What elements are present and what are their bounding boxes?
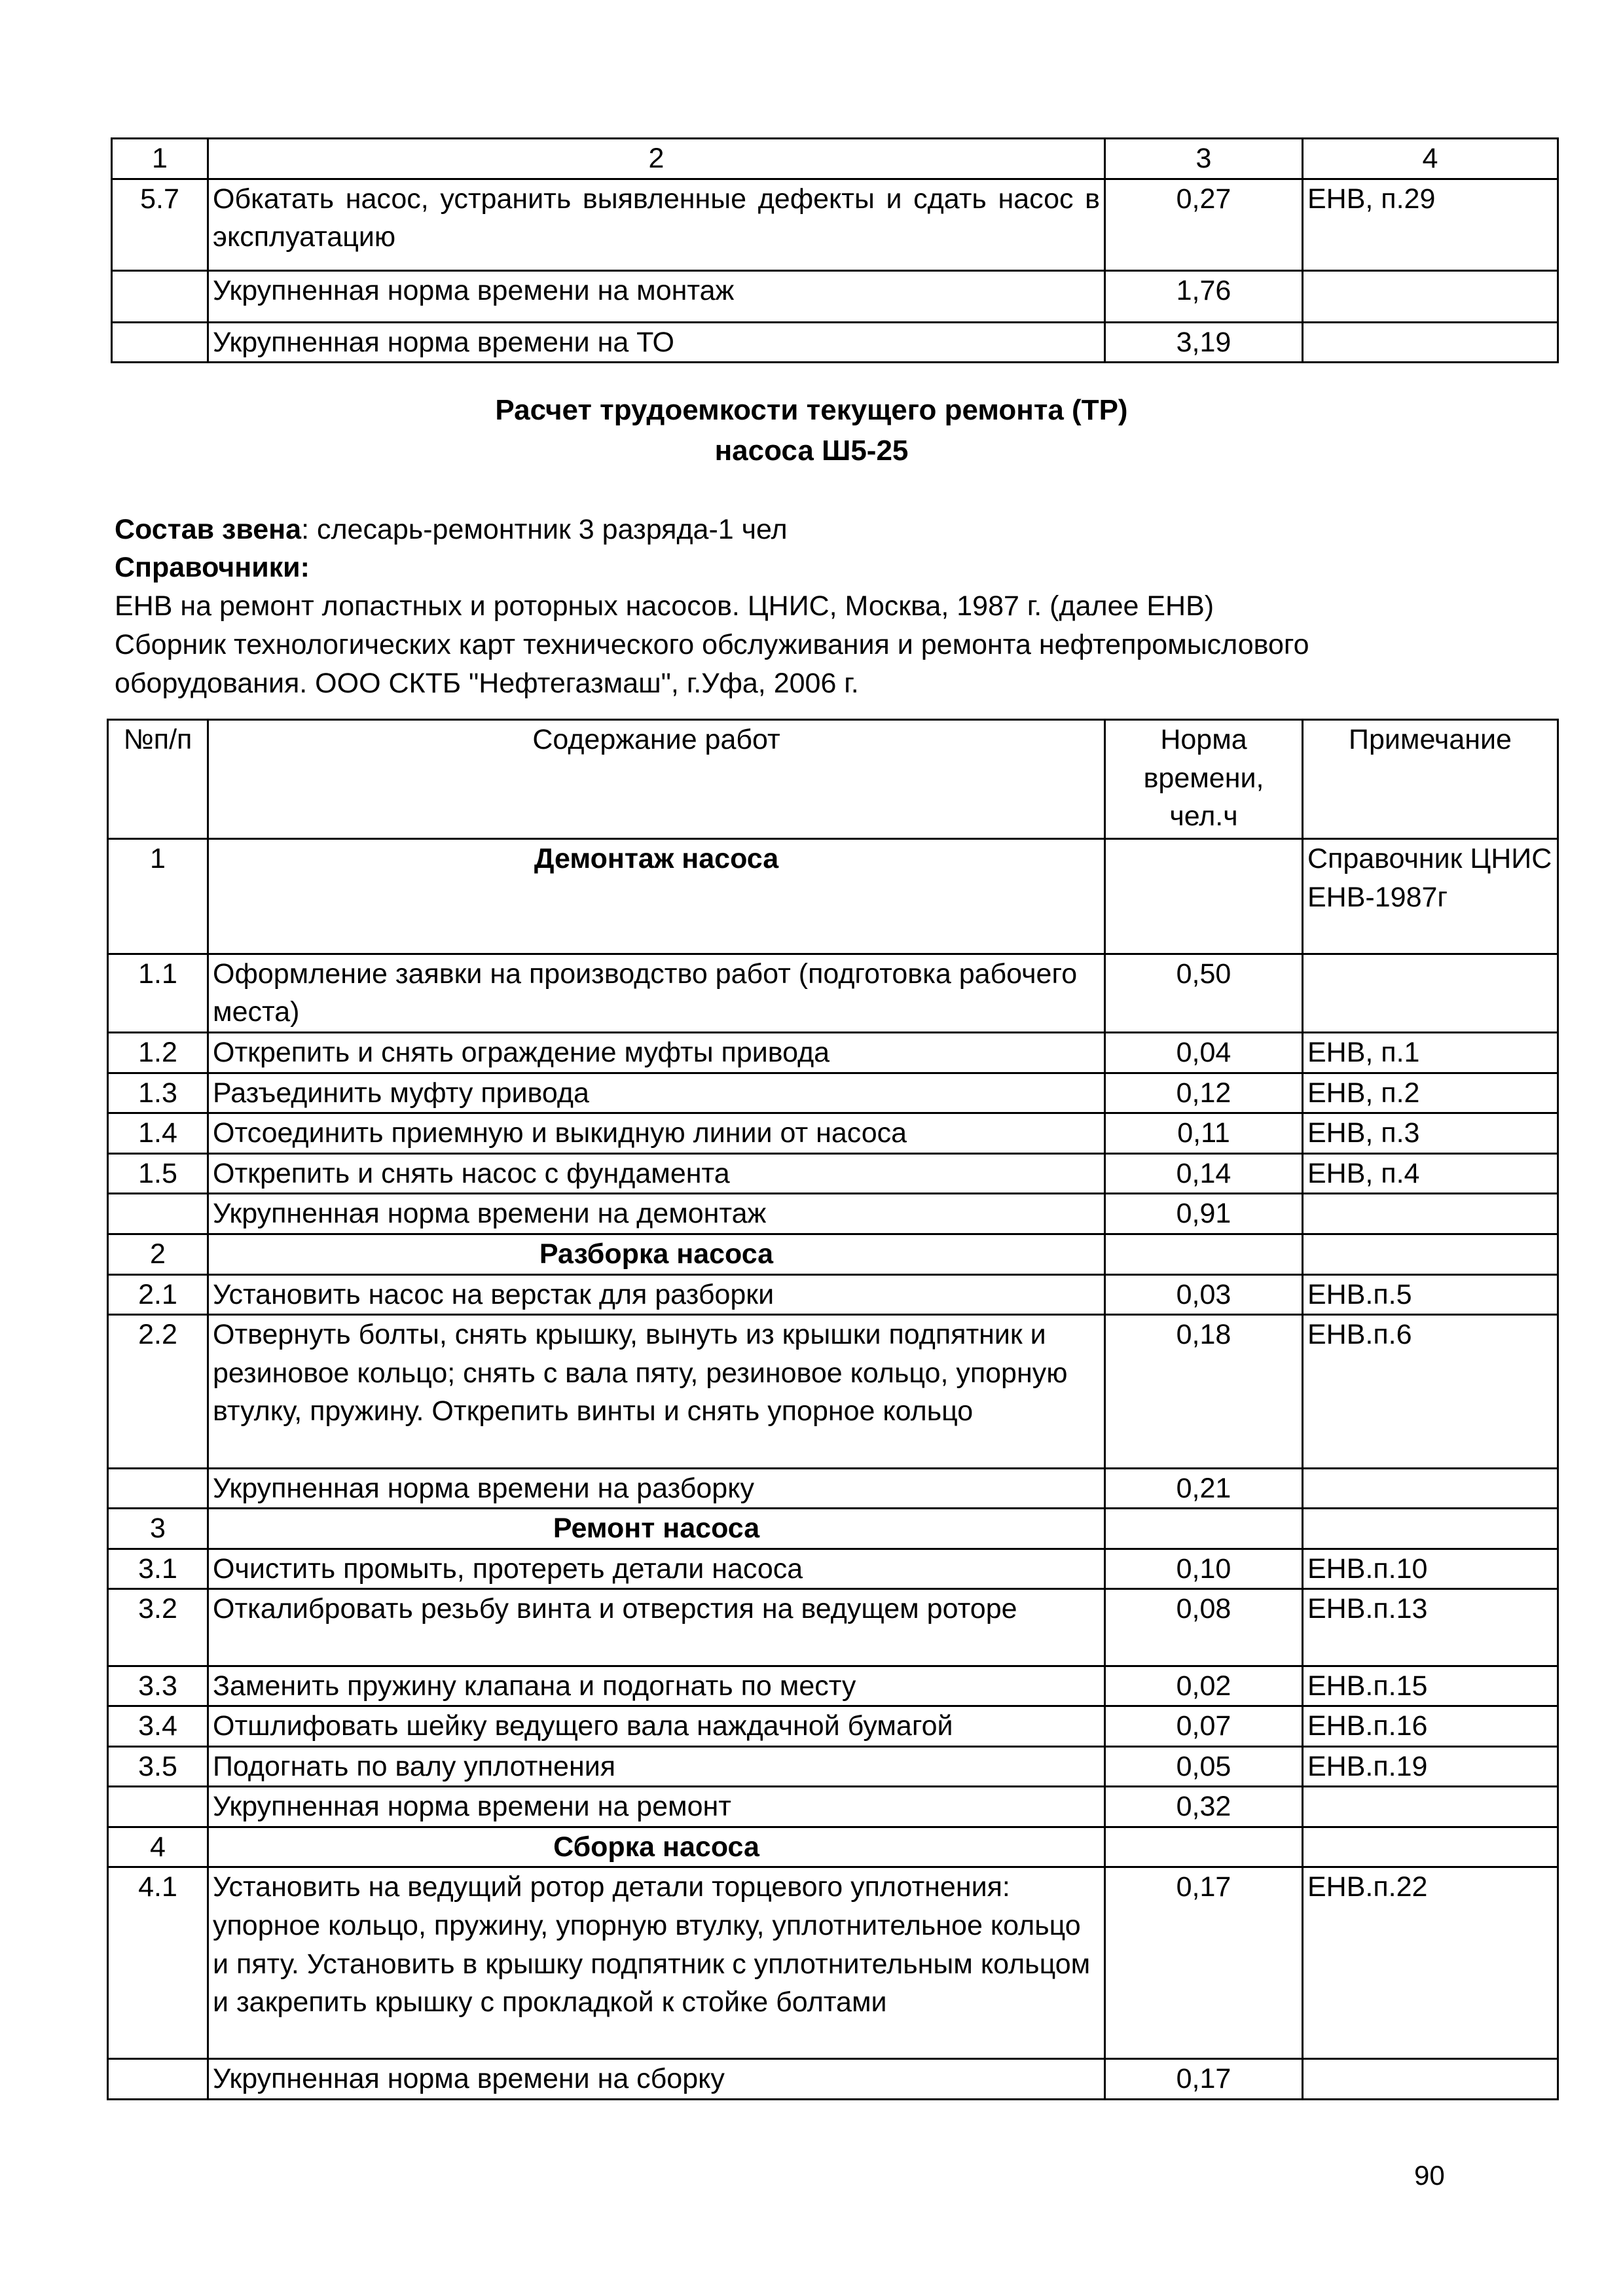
- row-number: 2: [108, 1234, 208, 1274]
- table-row: [108, 1468, 1558, 1509]
- row-note: ЕНВ, п.1: [1303, 1032, 1558, 1073]
- row-number: 1.5: [108, 1153, 208, 1194]
- row-number: [108, 1468, 208, 1509]
- row-number: 1.3: [108, 1073, 208, 1113]
- row-note: ЕНВ.п.13: [1303, 1589, 1558, 1666]
- table-row: [108, 1549, 1558, 1589]
- section-subtitle: насоса Ш5-25: [714, 435, 909, 467]
- row-norm: 0,12: [1105, 1073, 1303, 1113]
- row-number: 3.2: [108, 1589, 208, 1666]
- table-row: [112, 322, 1558, 363]
- row-text: Отвернуть болты, снять крышку, вынуть из крышки подпятник и резиновое кольцо; снять с вала пяту, резиновое кольцо, упорную втулку, пружину. Открепить винты и снять упорное кольцо: [208, 1315, 1105, 1468]
- row-number: 3.4: [108, 1706, 208, 1747]
- row-norm: 0,32: [1105, 1787, 1303, 1827]
- section-row: [108, 1827, 1558, 1867]
- crew-value: : слесарь-ремонтник 3 разряда-1 чел: [301, 514, 788, 545]
- row-note: [1303, 1468, 1558, 1509]
- row-number: [112, 322, 208, 363]
- row-number: 2.2: [108, 1315, 208, 1468]
- row-note: ЕНВ.п.10: [1303, 1549, 1558, 1589]
- row-note: ЕНВ.п.19: [1303, 1746, 1558, 1787]
- table-row: [108, 1746, 1558, 1787]
- row-number: 3.5: [108, 1746, 208, 1787]
- table-row: [108, 1706, 1558, 1747]
- section-title: Демонтаж насоса: [208, 839, 1105, 954]
- row-norm: 0,21: [1105, 1468, 1303, 1509]
- row-note: [1303, 1827, 1558, 1867]
- row-note: ЕНВ.п.16: [1303, 1706, 1558, 1747]
- row-text: Укрупненная норма времени на сборку: [208, 2059, 1105, 2100]
- row-norm: 0,10: [1105, 1549, 1303, 1589]
- reference-2: Сборник технологических карт технического обслуживания и ремонта нефтепромыслового оборудования. ООО СКТБ "Нефтегазмаш", г.Уфа, 2006 г.: [115, 629, 1309, 699]
- section-row: [108, 1234, 1558, 1274]
- row-number: 1: [108, 839, 208, 954]
- row-norm: 0,27: [1105, 179, 1303, 270]
- row-text: Установить насос на верстак для разборки: [208, 1274, 1105, 1315]
- table-row: [112, 270, 1558, 322]
- row-note: ЕНВ, п.3: [1303, 1113, 1558, 1154]
- column-number-row: [112, 139, 1558, 179]
- row-norm: 0,17: [1105, 1867, 1303, 2059]
- crew-line: [115, 511, 1588, 549]
- row-text: Укрупненная норма времени на монтаж: [208, 270, 1105, 322]
- row-norm: 0,07: [1105, 1706, 1303, 1747]
- row-norm: 0,04: [1105, 1032, 1303, 1073]
- column-number: 1: [112, 139, 208, 179]
- column-number: 2: [208, 139, 1105, 179]
- row-number: 3: [108, 1509, 208, 1549]
- row-text: Установить на ведущий ротор детали торцевого уплотнения: упорное кольцо, пружину, упорную втулку, уплотнительное кольцо и пяту. Установить в крышку подпятник с уплотнительным кольцом и закрепить крышку с прокладкой к стойке болтами: [208, 1867, 1105, 2059]
- row-note: Справочник ЦНИС ЕНВ-1987г: [1303, 839, 1558, 954]
- row-text: Укрупненная норма времени на разборку: [208, 1468, 1105, 1509]
- row-note: [1303, 954, 1558, 1032]
- row-note: ЕНВ, п.2: [1303, 1073, 1558, 1113]
- row-number: 1.4: [108, 1113, 208, 1154]
- row-norm: 1,76: [1105, 270, 1303, 322]
- row-norm: 0,03: [1105, 1274, 1303, 1315]
- row-note: ЕНВ.п.22: [1303, 1867, 1558, 2059]
- column-number: 3: [1105, 139, 1303, 179]
- row-number: [108, 1194, 208, 1234]
- row-text: Оформление заявки на производство работ (подготовка рабочего места): [208, 954, 1105, 1032]
- section-row: [108, 839, 1558, 954]
- row-norm: 0,11: [1105, 1113, 1303, 1154]
- row-text: Открепить и снять ограждение муфты привода: [208, 1032, 1105, 1073]
- table-row: [108, 1153, 1558, 1194]
- row-norm: 0,50: [1105, 954, 1303, 1032]
- page-number: 90: [1414, 2160, 1445, 2191]
- row-text: Открепить и снять насос с фундамента: [208, 1153, 1105, 1194]
- row-text: Отшлифовать шейку ведущего вала наждачной бумагой: [208, 1706, 1105, 1747]
- table-row: [108, 1073, 1558, 1113]
- refs-label: Справочники:: [115, 552, 310, 583]
- row-norm: 0,08: [1105, 1589, 1303, 1666]
- row-note: [1303, 2059, 1558, 2100]
- crew-label: Состав звена: [115, 514, 302, 545]
- row-text: Укрупненная норма времени на демонтаж: [208, 1194, 1105, 1234]
- row-norm: [1105, 1827, 1303, 1867]
- row-number: 1.1: [108, 954, 208, 1032]
- table-row: [108, 1867, 1558, 2059]
- row-norm: [1105, 839, 1303, 954]
- table-row: [108, 1666, 1558, 1706]
- row-note: [1303, 1234, 1558, 1274]
- table-row: [108, 1194, 1558, 1234]
- row-text: Укрупненная норма времени на ремонт: [208, 1787, 1105, 1827]
- row-number: 4: [108, 1827, 208, 1867]
- row-note: ЕНВ.п.5: [1303, 1274, 1558, 1315]
- table-row: [108, 1787, 1558, 1827]
- header-note: Примечание: [1303, 720, 1558, 839]
- row-text: Очистить промыть, протереть детали насоса: [208, 1549, 1105, 1589]
- row-norm: 0,91: [1105, 1194, 1303, 1234]
- row-norm: 0,18: [1105, 1315, 1303, 1468]
- row-norm: 0,05: [1105, 1746, 1303, 1787]
- row-norm: 0,02: [1105, 1666, 1303, 1706]
- header-num: №п/п: [108, 720, 208, 839]
- table-row: [108, 1274, 1558, 1315]
- row-text: Подогнать по валу уплотнения: [208, 1746, 1105, 1787]
- row-number: [108, 2059, 208, 2100]
- row-number: 1.2: [108, 1032, 208, 1073]
- row-norm: [1105, 1234, 1303, 1274]
- row-note: [1303, 270, 1558, 322]
- row-norm: [1105, 1509, 1303, 1549]
- row-number: 4.1: [108, 1867, 208, 2059]
- section-title: Сборка насоса: [208, 1827, 1105, 1867]
- table-row: [108, 1315, 1558, 1468]
- header-text: Содержание работ: [208, 720, 1105, 839]
- row-norm: 0,14: [1105, 1153, 1303, 1194]
- row-norm: 3,19: [1105, 322, 1303, 363]
- table-row: [108, 1113, 1558, 1154]
- row-number: 3.3: [108, 1666, 208, 1706]
- labor-table: [107, 719, 1559, 2100]
- table-row: [108, 1589, 1558, 1666]
- section-title: Расчет трудоемкости текущего ремонта (ТР): [495, 394, 1128, 426]
- table-row: [112, 179, 1558, 270]
- row-number: [112, 270, 208, 322]
- table-header: [108, 720, 1558, 839]
- section-title: Ремонт насоса: [208, 1509, 1105, 1549]
- table-row: [108, 2059, 1558, 2100]
- row-note: [1303, 1509, 1558, 1549]
- row-text: Обкатать насос, устранить выявленные дефекты и сдать насос в эксплуатацию: [208, 179, 1105, 270]
- reference-1: ЕНВ на ремонт лопастных и роторных насосов. ЦНИС, Москва, 1987 г. (далее ЕНВ): [115, 590, 1214, 622]
- row-text: Заменить пружину клапана и подогнать по месту: [208, 1666, 1105, 1706]
- header-norm: Норма времени, чел.ч: [1105, 720, 1303, 839]
- row-number: 5.7: [112, 179, 208, 270]
- row-text: Отсоединить приемную и выкидную линии от насоса: [208, 1113, 1105, 1154]
- row-note: ЕНВ, п.29: [1303, 179, 1558, 270]
- section-title: Разборка насоса: [208, 1234, 1105, 1274]
- row-number: 3.1: [108, 1549, 208, 1589]
- row-note: ЕНВ.п.6: [1303, 1315, 1558, 1468]
- table-row: [108, 1032, 1558, 1073]
- row-note: ЕНВ, п.4: [1303, 1153, 1558, 1194]
- row-text: Разъединить муфту привода: [208, 1073, 1105, 1113]
- row-note: [1303, 1194, 1558, 1234]
- row-note: [1303, 1787, 1558, 1827]
- row-note: [1303, 322, 1558, 363]
- table-row: [108, 954, 1558, 1032]
- section-row: [108, 1509, 1558, 1549]
- row-norm: 0,17: [1105, 2059, 1303, 2100]
- row-number: [108, 1787, 208, 1827]
- row-text: Откалибровать резьбу винта и отверстия на ведущем роторе: [208, 1589, 1105, 1666]
- column-number: 4: [1303, 139, 1558, 179]
- row-number: 2.1: [108, 1274, 208, 1315]
- top-table: [111, 137, 1559, 363]
- row-note: ЕНВ.п.15: [1303, 1666, 1558, 1706]
- row-text: Укрупненная норма времени на ТО: [208, 322, 1105, 363]
